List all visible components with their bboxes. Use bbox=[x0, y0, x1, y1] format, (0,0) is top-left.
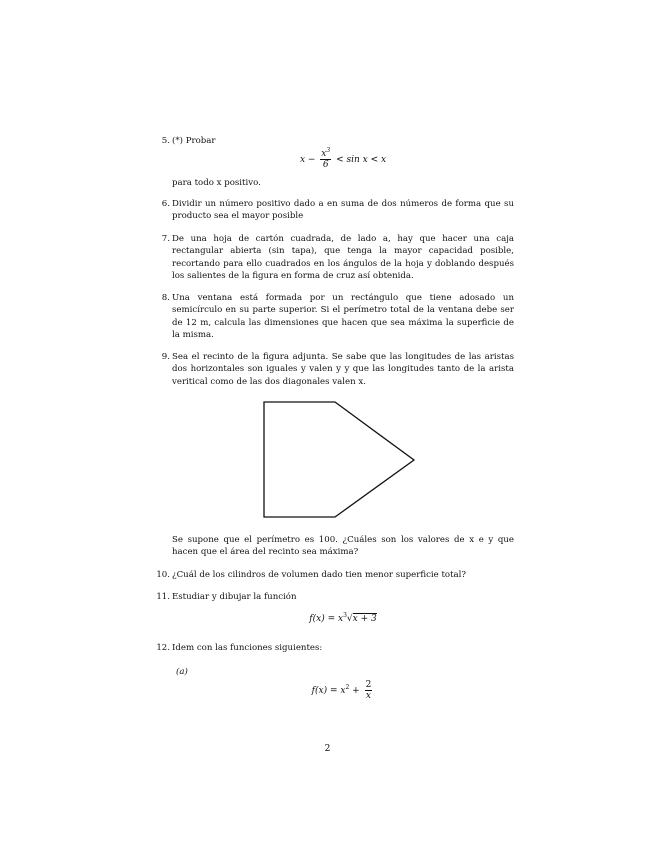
frac-num: x bbox=[321, 149, 327, 159]
frac-den: x bbox=[365, 691, 371, 701]
eq-exp: 2 bbox=[345, 684, 350, 691]
function-equation bbox=[162, 613, 524, 625]
frac-exp: 3 bbox=[326, 147, 331, 154]
problem-number: 7. bbox=[161, 234, 170, 244]
pentagon-shape bbox=[264, 402, 414, 517]
problem-number: 8. bbox=[161, 293, 170, 303]
eq-lhs: f(x) = x bbox=[311, 686, 346, 696]
problem-number: 5. bbox=[161, 136, 170, 146]
function-equation bbox=[162, 680, 524, 701]
frac-den: 6 bbox=[322, 160, 329, 170]
problem-10 bbox=[152, 569, 514, 583]
problem-11 bbox=[152, 591, 514, 631]
problem-text: Idem con las funciones siguientes: bbox=[172, 643, 323, 653]
frac-num: 2 bbox=[365, 680, 372, 690]
radical-sign: √ bbox=[346, 614, 353, 624]
problem-after: para todo x positivo. bbox=[172, 178, 261, 188]
problem-number: 9. bbox=[161, 352, 170, 362]
problem-text: Dividir un número positivo dado a en suma de dos números de forma que su producto sea el mayor posible bbox=[172, 199, 514, 222]
problem-number: 10. bbox=[156, 570, 170, 580]
problem-number: 11. bbox=[156, 592, 170, 602]
problem-number: 6. bbox=[161, 199, 170, 209]
problem-12 bbox=[152, 642, 514, 712]
problem-text: Estudiar y dibujar la función bbox=[172, 592, 297, 602]
problem-9-followup bbox=[152, 534, 514, 560]
problem-text: De una hoja de cartón cuadrada, de lado a, hay que hacer una caja rectangular abierta (sin tapa), que tenga la mayor capacidad posible, recortando para ello cuadrados en los ángulos de la hoja y doblando después los salientes de la figura en forma de cruz así obtenida. bbox=[172, 234, 514, 282]
radicand: x + 3 bbox=[352, 614, 377, 624]
eq-plus: + bbox=[352, 686, 360, 696]
problem-after: Se supone que el perímetro es 100. ¿Cuáles son los valores de x e y que hacen que el área del recinto sea máxima? bbox=[172, 535, 514, 558]
problem-text: ¿Cuál de los cilindros de volumen dado tien menor superficie total? bbox=[172, 570, 467, 580]
root-index: 3 bbox=[343, 612, 347, 619]
problem-text: Una ventana está formada por un rectángulo que tiene adosado un semicírculo en su parte superior. Si el perímetro total de la ventana debe ser de 12 m, calcula las dimensiones que hacen que sea máxima la superficie de la misma. bbox=[172, 293, 514, 341]
page-number: 2 bbox=[324, 744, 331, 754]
problem-text: Sea el recinto de la figura adjunta. Se sabe que las longitudes de las aristas dos horizontales son iguales y valen y y que las longitudes tanto de la arista veritical como de las dos diagonales valen x. bbox=[172, 352, 514, 387]
problem-intro: (*) Probar bbox=[172, 136, 216, 146]
eq-rhs: < sin x < x bbox=[336, 155, 387, 165]
fraction bbox=[365, 680, 373, 701]
problem-number: 12. bbox=[156, 643, 170, 653]
sub-item-label: (a) bbox=[176, 667, 188, 677]
eq-lhs: f(x) = x bbox=[309, 614, 344, 624]
eq-lhs: x − bbox=[299, 155, 316, 165]
